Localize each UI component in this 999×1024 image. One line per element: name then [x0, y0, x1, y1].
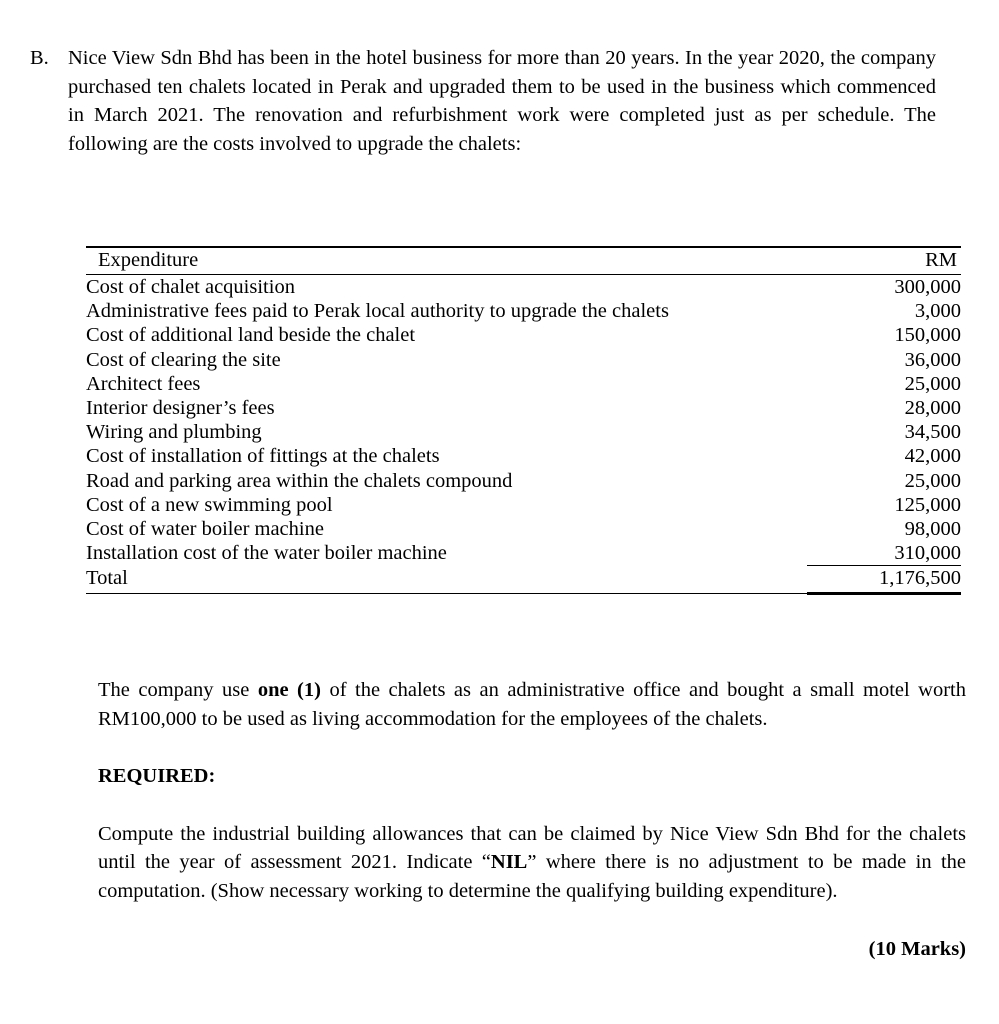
row-description: Installation cost of the water boiler machine — [86, 542, 447, 565]
table-row — [86, 444, 961, 468]
table-row — [86, 493, 961, 517]
expenditure-table-wrapper — [86, 246, 961, 595]
total-amount: 1,176,500 — [807, 566, 961, 594]
row-amount: 310,000 — [807, 541, 961, 566]
row-amount: 25,000 — [904, 469, 961, 492]
table-row — [86, 396, 961, 420]
question-body — [68, 44, 936, 158]
row-amount: 36,000 — [904, 348, 961, 371]
table-row — [86, 275, 961, 300]
paragraph-spacer — [98, 733, 966, 762]
usage-paragraph — [98, 676, 966, 733]
column-header-expenditure: Expenditure — [86, 248, 807, 275]
table-row — [86, 299, 961, 323]
row-amount: 3,000 — [914, 300, 961, 323]
row-amount: 98,000 — [904, 517, 961, 540]
row-amount: 34,500 — [904, 421, 961, 444]
row-description: Cost of installation of fittings at the chalets — [86, 445, 440, 468]
row-description: Cost of chalet acquisition — [86, 276, 295, 298]
table-row — [86, 348, 961, 372]
required-instruction — [98, 820, 966, 906]
row-description: Administrative fees paid to Perak local authority to upgrade the chalets — [86, 300, 669, 323]
required-heading: REQUIRED: — [98, 765, 216, 788]
usage-text-part2: of the chalets as an administrative office and bought a small motel worth RM100,000 to be used as living accommodation for the employees of the chalets. — [98, 679, 967, 730]
lower-content — [98, 676, 966, 963]
row-description: Cost of clearing the site — [86, 348, 281, 371]
instruction-part1: Compute the industrial building allowances that can be claimed by Nice View Sdn Bhd for the chalets until the year of assessment 2021. Indicate “ — [98, 822, 966, 874]
row-description: Road and parking area within the chalets compound — [86, 469, 513, 492]
table-row — [86, 323, 961, 347]
row-description: Architect fees — [86, 372, 201, 395]
row-description: Wiring and plumbing — [86, 421, 262, 444]
row-amount: 25,000 — [904, 372, 961, 395]
table-row — [86, 469, 961, 493]
question-intro-block — [0, 44, 999, 158]
intro-paragraph: Nice View Sdn Bhd has been in the hotel business for more than 20 years. In the year 2020, the company purchased ten chalets located in Perak and upgraded them to be used in the business which commenced in March 2021. The renovation and refurbishment work were completed just as per schedule. The following are the costs involved to upgrade the chalets: — [68, 47, 936, 155]
question-row — [0, 44, 999, 158]
row-amount: 300,000 — [894, 276, 961, 298]
row-amount: 125,000 — [894, 493, 961, 516]
row-amount: 42,000 — [904, 445, 961, 468]
usage-text-part1: The company use — [98, 679, 258, 701]
row-description: Cost of water boiler machine — [86, 517, 324, 540]
usage-text-bold: one (1) — [257, 679, 321, 701]
required-spacer — [98, 791, 966, 820]
total-label: Total — [86, 567, 128, 590]
table-bottom-rule — [86, 594, 961, 596]
table-total-row — [86, 566, 961, 594]
question-label: B. — [30, 47, 49, 69]
marks-spacer — [98, 906, 966, 935]
table-row — [86, 541, 961, 566]
marks-allocation: (10 Marks) — [868, 937, 966, 960]
table-row — [86, 420, 961, 444]
table-header-row — [86, 248, 961, 275]
row-amount: 28,000 — [904, 396, 961, 419]
row-description: Cost of additional land beside the chalet — [86, 324, 416, 347]
row-description: Interior designer’s fees — [86, 396, 275, 419]
expenditure-table — [86, 246, 961, 595]
instruction-bold-nil: NIL — [490, 851, 528, 874]
column-header-rm: RM — [807, 248, 961, 275]
table-row — [86, 517, 961, 541]
row-description: Cost of a new swimming pool — [86, 493, 333, 516]
row-amount: 150,000 — [894, 324, 961, 347]
instruction-part2: ” where there is no adjustment to be made in the computation. (Show necessary working to determine the qualifying building expenditure). — [98, 851, 966, 902]
table-row — [86, 372, 961, 396]
